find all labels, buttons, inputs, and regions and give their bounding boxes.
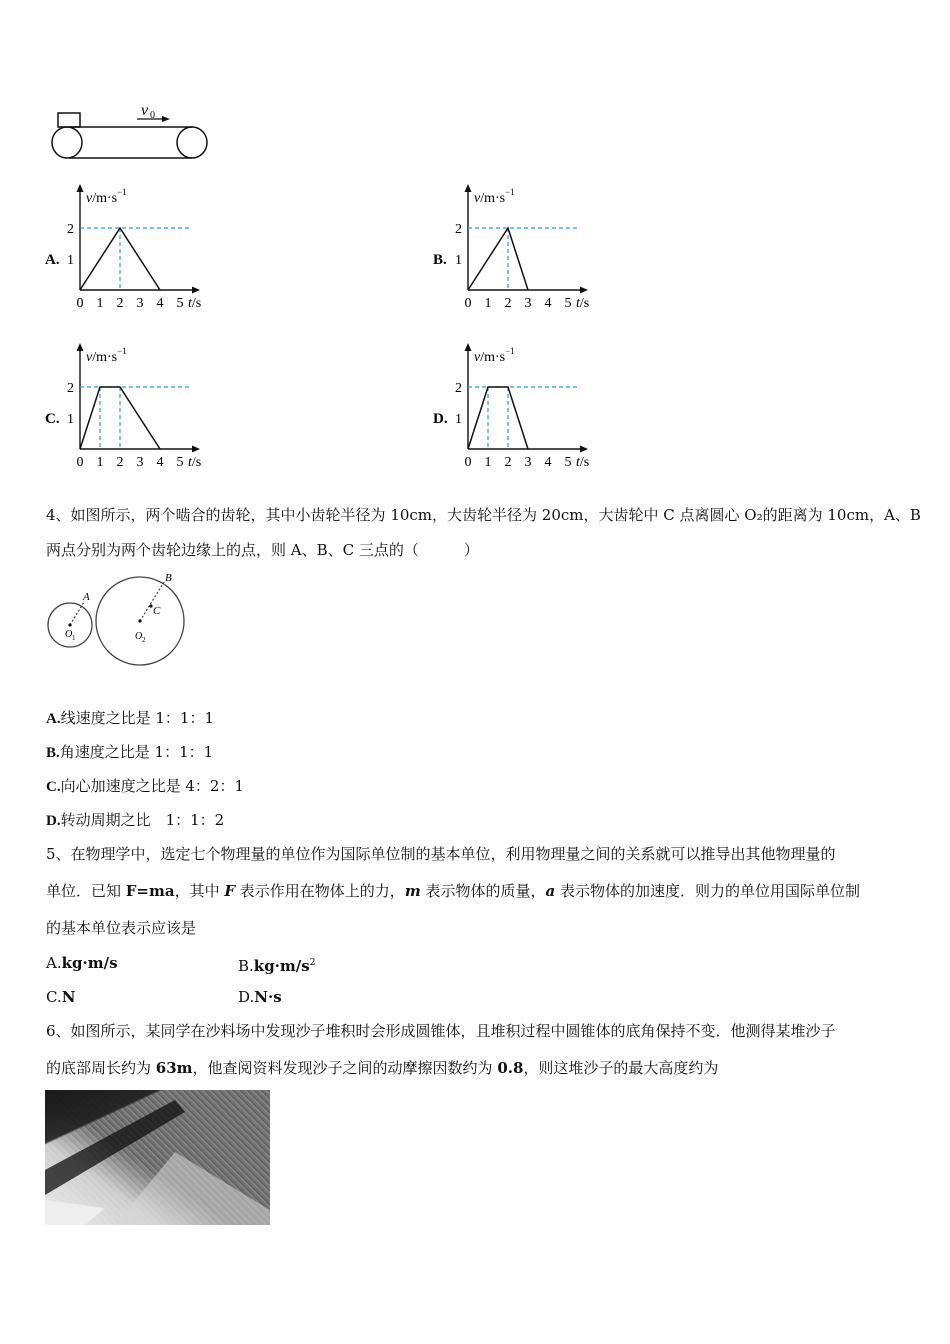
x-tick-label: 5 bbox=[564, 455, 572, 470]
svg-text:1: 1 bbox=[72, 634, 76, 642]
y-axis-label: $v/m\cdot s^{-1}$ bbox=[86, 346, 127, 365]
conveyor-belt-figure bbox=[40, 95, 220, 165]
y-tick-label: 1 bbox=[67, 253, 74, 268]
y-tick-label: 2 bbox=[455, 222, 462, 237]
chart-d bbox=[428, 341, 613, 471]
y-tick-label: 1 bbox=[455, 253, 462, 268]
q4-option-d[interactable]: D.转动周期之比 1：1：2 bbox=[46, 811, 225, 829]
x-tick-label: 0 bbox=[464, 296, 472, 311]
q4-option-b[interactable]: B.角速度之比是 1：1：1 bbox=[46, 743, 214, 761]
x-tick-label: 5 bbox=[564, 296, 572, 311]
x-axis-arrow bbox=[192, 287, 200, 294]
q5-option-a[interactable]: A.kg·m/s bbox=[46, 954, 118, 972]
x-tick-label: 4 bbox=[156, 455, 164, 470]
x-tick-label: 3 bbox=[136, 455, 144, 470]
q5-option-c[interactable]: C.N bbox=[46, 988, 76, 1006]
data-line bbox=[468, 387, 528, 449]
x-axis-label: t/s bbox=[188, 455, 202, 470]
y-tick-label: 2 bbox=[455, 381, 462, 396]
q4-line-2: 两点分别为两个齿轮边缘上的点，则 A、B、C 三点的（ ） bbox=[46, 541, 479, 559]
chart-a bbox=[40, 182, 225, 312]
x-tick-label: 1 bbox=[96, 455, 104, 470]
y-tick-label: 1 bbox=[67, 412, 74, 427]
gears-figure bbox=[44, 570, 189, 670]
y-axis-label: $v/m\cdot s^{-1}$ bbox=[86, 187, 127, 206]
option-label: D. bbox=[433, 411, 448, 427]
point-a-label: A bbox=[83, 591, 90, 603]
q6-line-1: 6、如图所示，某同学在沙料场中发现沙子堆积时会形成圆锥体，且堆积过程中圆锥体的底角保持不变．他测得某堆沙子 bbox=[46, 1022, 836, 1040]
y-axis-arrow bbox=[465, 184, 472, 192]
y-axis-arrow bbox=[77, 184, 84, 192]
left-roller bbox=[52, 127, 82, 158]
data-line bbox=[468, 228, 528, 290]
x-axis-label: t/s bbox=[576, 455, 590, 470]
x-tick-label: 2 bbox=[116, 455, 124, 470]
option-label: B. bbox=[433, 252, 447, 268]
q5-line-2: 单位．已知 F=ma，其中 F 表示作用在物体上的力，m 表示物体的质量，a 表示物体的加速度．则力的单位用国际单位制 bbox=[46, 882, 860, 900]
right-roller bbox=[177, 127, 207, 158]
svg-text:0: 0 bbox=[150, 110, 155, 121]
svg-text:2: 2 bbox=[142, 636, 146, 644]
x-axis-label: t/s bbox=[188, 296, 202, 311]
point-b-label: B bbox=[165, 572, 172, 584]
x-tick-label: 5 bbox=[176, 455, 184, 470]
y-axis-label: $v/m\cdot s^{-1}$ bbox=[474, 187, 515, 206]
x-tick-label: 4 bbox=[544, 455, 552, 470]
x-tick-label: 2 bbox=[116, 296, 124, 311]
y-axis-arrow bbox=[77, 343, 84, 351]
y-tick-label: 2 bbox=[67, 222, 74, 237]
x-tick-label: 4 bbox=[156, 296, 164, 311]
block bbox=[58, 113, 80, 127]
x-tick-label: 1 bbox=[484, 296, 492, 311]
x-tick-label: 0 bbox=[76, 455, 84, 470]
x-tick-label: 3 bbox=[524, 455, 532, 470]
q6-line-2: 的底部周长约为 63m，他查阅资料发现沙子之间的动摩擦因数约为 0.8，则这堆沙子的最大高度约为 bbox=[46, 1059, 719, 1077]
y-tick-label: 1 bbox=[455, 412, 462, 427]
x-axis-arrow bbox=[580, 287, 588, 294]
option-label: A. bbox=[45, 252, 60, 268]
x-tick-label: 5 bbox=[176, 296, 184, 311]
y-tick-label: 2 bbox=[67, 381, 74, 396]
chart-b bbox=[428, 182, 613, 312]
q5-option-d[interactable]: D.N·s bbox=[238, 988, 282, 1006]
x-tick-label: 3 bbox=[524, 296, 532, 311]
velocity-label: v bbox=[141, 102, 149, 119]
q4-line-1: 4、如图所示，两个啮合的齿轮，其中小齿轮半径为 10cm，大齿轮半径为 20cm，大齿轮中 C 点离圆心 O₂的距离为 10cm，A、B bbox=[46, 506, 921, 524]
option-label: C. bbox=[45, 411, 60, 427]
chart-c bbox=[40, 341, 225, 471]
q5-line-1: 5、在物理学中，选定七个物理量的单位作为国际单位制的基本单位，利用物理量之间的关系就可以推导出其他物理量的 bbox=[46, 845, 836, 863]
q5-option-b[interactable]: $B.kg\cdot m/s^2$ bbox=[238, 957, 316, 975]
point-c-label: C bbox=[153, 605, 161, 617]
x-tick-label: 2 bbox=[504, 296, 512, 311]
q4-option-c[interactable]: C.向心加速度之比是 4：2：1 bbox=[46, 777, 244, 795]
x-tick-label: 3 bbox=[136, 296, 144, 311]
x-tick-label: 0 bbox=[76, 296, 84, 311]
y-axis-label: $v/m\cdot s^{-1}$ bbox=[474, 346, 515, 365]
x-tick-label: 0 bbox=[464, 455, 472, 470]
x-axis-label: t/s bbox=[576, 296, 590, 311]
y-axis-arrow bbox=[465, 343, 472, 351]
x-tick-label: 1 bbox=[484, 455, 492, 470]
x-axis-arrow bbox=[580, 446, 588, 453]
x-tick-label: 4 bbox=[544, 296, 552, 311]
q5-line-3: 的基本单位表示应该是 bbox=[46, 919, 197, 937]
x-axis-arrow bbox=[192, 446, 200, 453]
x-tick-label: 1 bbox=[96, 296, 104, 311]
center-o1-label: O bbox=[65, 629, 73, 640]
sand-pile-photo bbox=[45, 1090, 270, 1225]
center-o2-label: O bbox=[135, 631, 143, 642]
x-tick-label: 2 bbox=[504, 455, 512, 470]
q4-option-a[interactable]: A.线速度之比是 1：1：1 bbox=[46, 709, 214, 727]
